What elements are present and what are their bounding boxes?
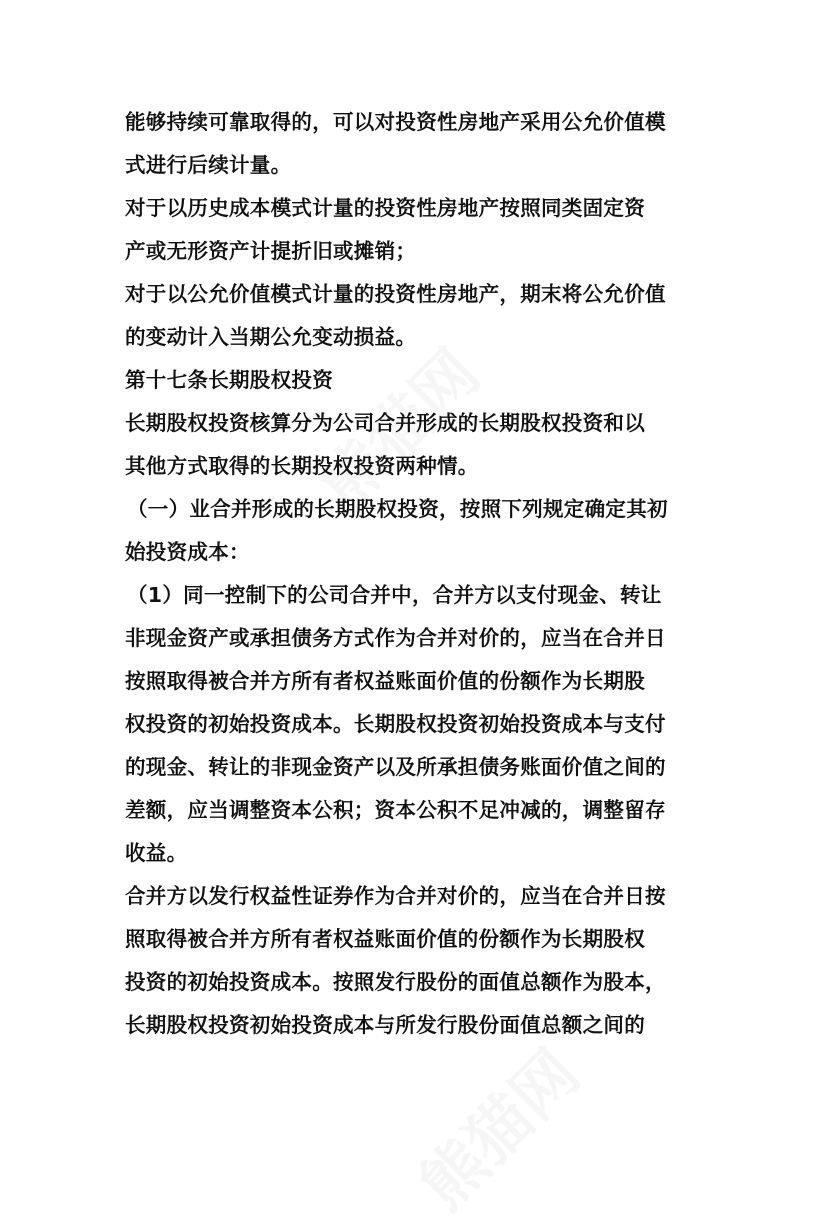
text-line: 其他方式取得的长期投权投资两种情。 bbox=[125, 454, 479, 478]
text-line: 非现金资产或承担债务方式作为合并对价的，应当在合并日 bbox=[125, 626, 666, 650]
text-line: 长期股权投资初始投资成本与所发行股份面值总额之间的 bbox=[125, 1013, 645, 1037]
text-line: 对于以历史成本模式计量的投资性房地产按照同类固定资 bbox=[125, 196, 645, 220]
text-line: 式进行后续计量。 bbox=[125, 153, 292, 177]
text-line: 能够持续可靠取得的，可以对投资性房地产采用公允价值模 bbox=[125, 110, 666, 134]
text-line: 的现金、转让的非现金资产以及所承担债务账面价值之间的 bbox=[125, 755, 666, 779]
text-line: 照取得被合并方所有者权益账面价值的份额作为长期股权 bbox=[125, 927, 645, 951]
text-line: 的变动计入当期公允变动损益。 bbox=[125, 325, 417, 349]
text-line: 差额，应当调整资本公积；资本公积不足冲减的，调整留存 bbox=[125, 798, 666, 822]
text-line: 始投资成本： bbox=[125, 540, 250, 564]
text-line: 投资的初始投资成本。按照发行股份的面值总额作为股本， bbox=[125, 970, 666, 994]
section-heading: 第十七条长期股权投资 bbox=[125, 368, 333, 392]
document-body bbox=[125, 101, 725, 1047]
text-line: 产或无形资产计提折旧或摊销； bbox=[125, 239, 417, 263]
watermark-text bbox=[396, 1026, 597, 1226]
text-line: 收益。 bbox=[125, 841, 188, 865]
text-line: 长期股权投资核算分为公司合并形成的长期股权投资和以 bbox=[125, 411, 645, 435]
text-line: 对于以公允价值模式计量的投资性房地产，期末将公允价值 bbox=[125, 282, 666, 306]
text-line: （1）同一控制下的公司合并中，合并方以支付现金、转让 bbox=[127, 583, 662, 607]
text-line: （一）业合并形成的长期股权投资，按照下列规定确定其初 bbox=[127, 497, 668, 521]
text-line: 合并方以发行权益性证券作为合并对价的，应当在合并日按 bbox=[125, 884, 666, 908]
text-line: 权投资的初始投资成本。长期股权投资初始投资成本与支付 bbox=[125, 712, 666, 736]
text-line: 按照取得被合并方所有者权益账面价值的份额作为长期股 bbox=[125, 669, 645, 693]
